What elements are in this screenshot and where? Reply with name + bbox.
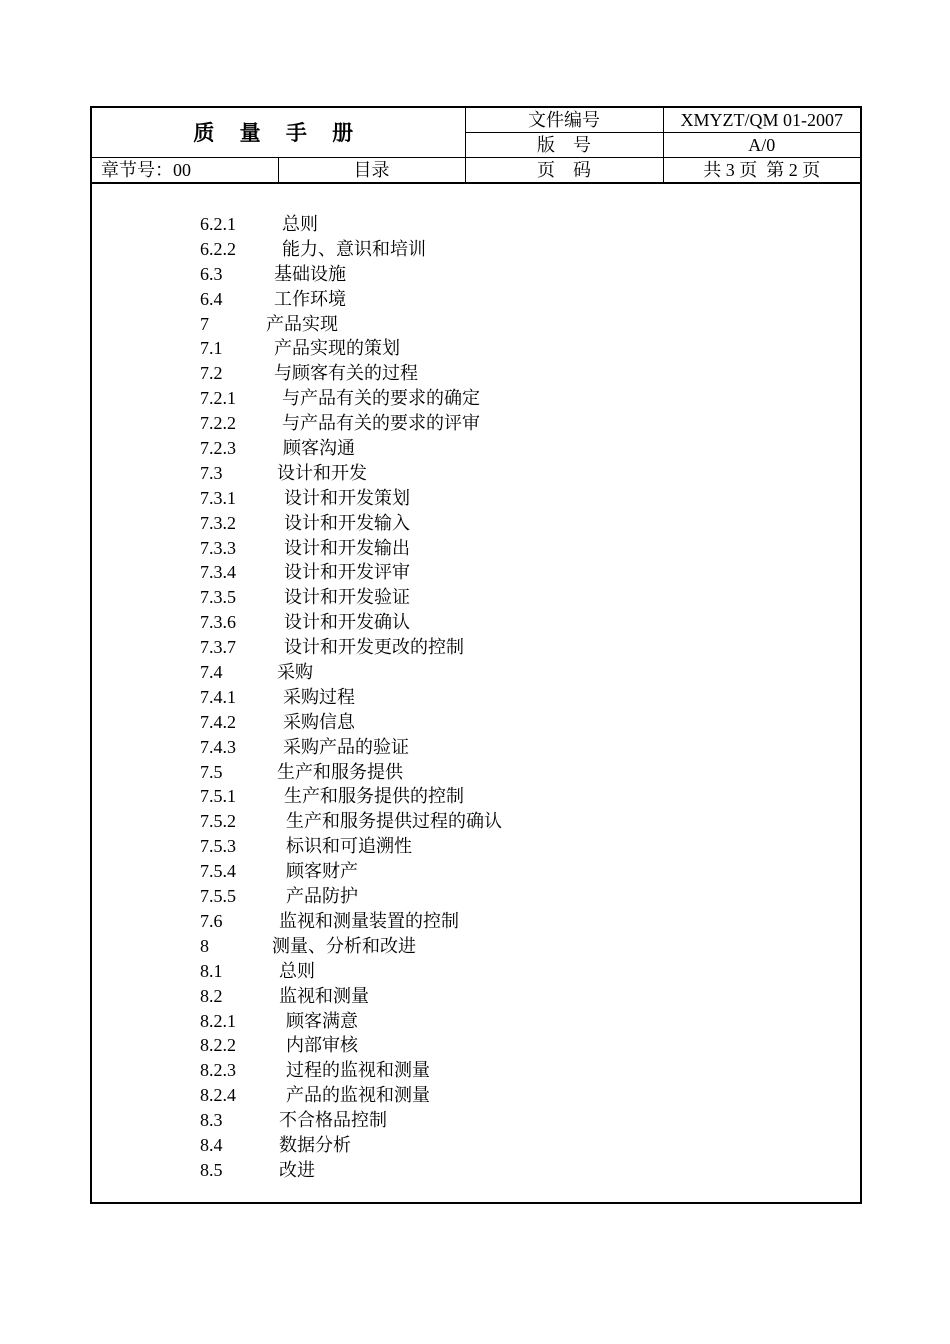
toc-entry xyxy=(200,809,502,834)
page-label: 页 码 xyxy=(465,158,663,184)
toc-entry-number: 7.5.1 xyxy=(200,786,236,807)
toc-entry xyxy=(200,710,502,735)
toc-entry xyxy=(200,610,502,635)
toc-entry-title: 采购 xyxy=(277,662,313,683)
toc-entry xyxy=(200,1158,502,1183)
toc-entry xyxy=(200,1058,502,1083)
toc-entry xyxy=(200,685,502,710)
toc-entry-number: 7.4 xyxy=(200,662,223,683)
toc-entry-title: 产品防护 xyxy=(286,886,358,907)
toc-entry-number: 8.5 xyxy=(200,1159,223,1180)
toc-entry xyxy=(200,212,502,237)
toc-entry-title: 生产和服务提供 xyxy=(277,761,403,782)
toc-entry-title: 标识和可追溯性 xyxy=(286,836,412,857)
toc-entry-number: 7.3.4 xyxy=(200,562,236,583)
toc-entry-title: 与产品有关的要求的评审 xyxy=(282,413,480,434)
toc-entry-title: 数据分析 xyxy=(279,1134,351,1155)
toc-entry xyxy=(200,361,502,386)
toc-entry-number: 6.4 xyxy=(200,288,223,309)
toc-entry-title: 与顾客有关的过程 xyxy=(274,363,418,384)
toc-entry-number: 7.4.3 xyxy=(200,736,236,757)
toc-entry-number: 8.3 xyxy=(200,1110,223,1131)
toc-entry xyxy=(200,635,502,660)
toc-entry-number: 8 xyxy=(200,935,209,956)
toc-entry-number: 7.2.1 xyxy=(200,388,236,409)
toc-entry-title: 监视和测量 xyxy=(279,985,369,1006)
toc-entry xyxy=(200,959,502,984)
toc-entry-title: 设计和开发策划 xyxy=(284,487,410,508)
toc-entry-title: 测量、分析和改进 xyxy=(272,935,416,956)
page-count: 共 3 页 第 2 页 xyxy=(663,158,860,184)
toc-entry-number: 6.2.1 xyxy=(200,214,236,234)
toc-entry-title: 设计和开发输出 xyxy=(284,537,410,558)
document-header-table xyxy=(92,108,860,184)
toc-entry-number: 7.3.7 xyxy=(200,637,236,658)
toc-entry-number: 7.3.5 xyxy=(200,587,236,608)
toc-entry xyxy=(200,1108,502,1133)
toc-entry-number: 6.2.2 xyxy=(200,238,236,259)
version-value: A/0 xyxy=(663,133,860,158)
toc-entry-title: 设计和开发输入 xyxy=(284,512,410,533)
toc-entry xyxy=(200,536,502,561)
toc-entry-title: 顾客满意 xyxy=(286,1010,358,1031)
toc-entry-number: 7.3.3 xyxy=(200,537,236,558)
toc-entry-number: 8.2.2 xyxy=(200,1035,236,1056)
table-of-contents xyxy=(200,212,502,1183)
toc-entry xyxy=(200,984,502,1009)
toc-entry-title: 产品实现 xyxy=(266,313,338,334)
toc-entry-title: 产品的监视和测量 xyxy=(286,1085,430,1106)
doc-number-label: 文件编号 xyxy=(465,108,663,133)
toc-entry xyxy=(200,262,502,287)
toc-entry xyxy=(200,784,502,809)
toc-entry-number: 7.2.3 xyxy=(200,438,236,459)
toc-entry xyxy=(200,1133,502,1158)
toc-entry xyxy=(200,312,502,337)
toc-entry-title: 改进 xyxy=(279,1159,315,1180)
toc-entry-title: 基础设施 xyxy=(274,263,346,284)
toc-entry xyxy=(200,884,502,909)
toc-entry-title: 采购信息 xyxy=(283,711,355,732)
section-name: 目录 xyxy=(278,158,465,184)
toc-entry-title: 总则 xyxy=(279,960,315,981)
toc-entry xyxy=(200,1009,502,1034)
toc-entry xyxy=(200,1083,502,1108)
toc-entry-number: 8.2.3 xyxy=(200,1060,236,1081)
toc-entry-number: 8.2.4 xyxy=(200,1085,236,1106)
toc-entry-title: 生产和服务提供过程的确认 xyxy=(286,811,502,832)
toc-entry-number: 7.5.3 xyxy=(200,836,236,857)
toc-entry xyxy=(200,386,502,411)
toc-entry-number: 7.6 xyxy=(200,910,223,931)
toc-entry xyxy=(200,585,502,610)
toc-entry-number: 8.4 xyxy=(200,1134,223,1155)
toc-entry-number: 6.3 xyxy=(200,263,223,284)
toc-entry xyxy=(200,834,502,859)
toc-entry-title: 与产品有关的要求的确定 xyxy=(282,388,480,409)
toc-entry-title: 工作环境 xyxy=(274,288,346,309)
toc-entry-number: 7.3.2 xyxy=(200,512,236,533)
toc-entry-number: 8.2 xyxy=(200,985,223,1006)
toc-entry-number: 8.2.1 xyxy=(200,1010,236,1031)
toc-entry-number: 7.2.2 xyxy=(200,413,236,434)
toc-entry xyxy=(200,934,502,959)
toc-entry xyxy=(200,287,502,312)
toc-entry xyxy=(200,1033,502,1058)
toc-entry-title: 过程的监视和测量 xyxy=(286,1060,430,1081)
toc-entry xyxy=(200,560,502,585)
toc-entry-title: 监视和测量装置的控制 xyxy=(279,910,459,931)
toc-entry-title: 采购过程 xyxy=(283,686,355,707)
toc-entry-title: 设计和开发确认 xyxy=(284,612,410,633)
toc-entry-number: 7.5.5 xyxy=(200,886,236,907)
toc-entry-title: 产品实现的策划 xyxy=(274,338,400,359)
manual-title: 质 量 手 册 xyxy=(92,108,465,158)
toc-entry-title: 设计和开发评审 xyxy=(284,562,410,583)
toc-entry-title: 生产和服务提供的控制 xyxy=(284,786,464,807)
toc-entry xyxy=(200,486,502,511)
toc-entry-number: 7.4.2 xyxy=(200,711,236,732)
chapter-number: 章节号：00 xyxy=(92,158,278,184)
toc-entry xyxy=(200,411,502,436)
toc-entry xyxy=(200,909,502,934)
toc-entry-title: 总则 xyxy=(282,214,318,234)
toc-entry-number: 8.1 xyxy=(200,960,223,981)
document-frame xyxy=(90,106,862,1204)
toc-entry xyxy=(200,660,502,685)
doc-number-value: XMYZT/QM 01-2007 xyxy=(663,108,860,133)
toc-entry-number: 7.5 xyxy=(200,761,223,782)
toc-entry-number: 7.2 xyxy=(200,363,223,384)
toc-entry-number: 7 xyxy=(200,313,209,334)
toc-entry-number: 7.3.1 xyxy=(200,487,236,508)
toc-entry-title: 设计和开发验证 xyxy=(284,587,410,608)
toc-entry-title: 顾客财产 xyxy=(286,861,358,882)
toc-entry-title: 内部审核 xyxy=(286,1035,358,1056)
toc-entry xyxy=(200,760,502,785)
toc-entry-title: 设计和开发 xyxy=(277,462,367,483)
toc-entry-number: 7.5.2 xyxy=(200,811,236,832)
toc-entry xyxy=(200,436,502,461)
toc-entry xyxy=(200,511,502,536)
toc-entry-number: 7.4.1 xyxy=(200,686,236,707)
toc-entry xyxy=(200,461,502,486)
toc-entry-title: 设计和开发更改的控制 xyxy=(284,637,464,658)
toc-entry-title: 不合格品控制 xyxy=(279,1110,387,1131)
toc-entry-title: 采购产品的验证 xyxy=(283,736,409,757)
toc-entry-title: 顾客沟通 xyxy=(283,438,355,459)
toc-entry xyxy=(200,859,502,884)
toc-entry-title: 能力、意识和培训 xyxy=(282,238,426,259)
toc-entry-number: 7.5.4 xyxy=(200,861,236,882)
toc-entry xyxy=(200,336,502,361)
version-label: 版 号 xyxy=(465,133,663,158)
toc-entry xyxy=(200,237,502,262)
toc-entry-number: 7.1 xyxy=(200,338,223,359)
toc-entry-number: 7.3 xyxy=(200,462,223,483)
toc-entry xyxy=(200,735,502,760)
toc-entry-number: 7.3.6 xyxy=(200,612,236,633)
